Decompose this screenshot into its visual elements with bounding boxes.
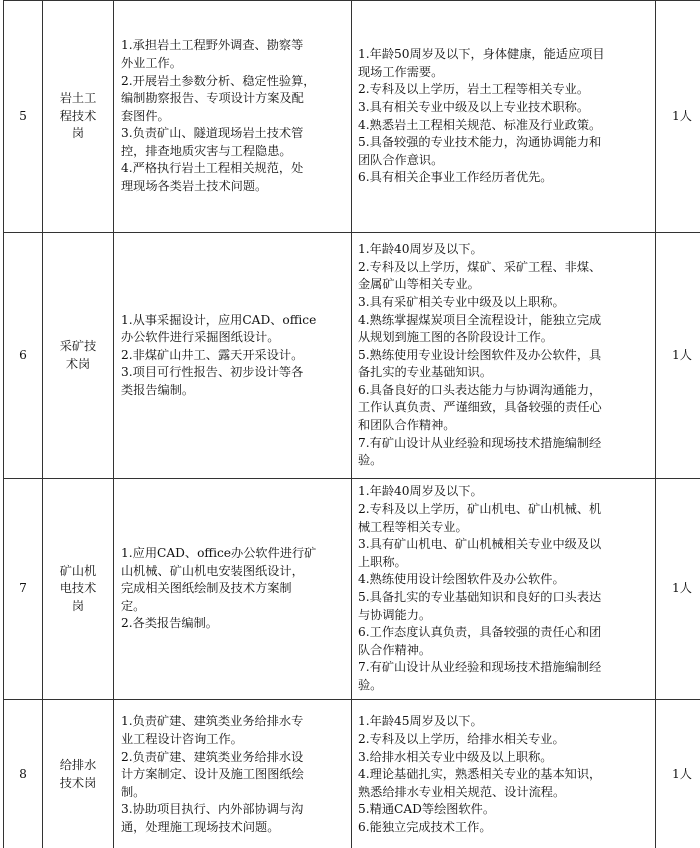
headcount: 1人 (656, 1, 700, 233)
headcount: 1人 (656, 479, 700, 700)
requirement-line: 6.能独立完成技术工作。 (358, 819, 492, 834)
requirement-line: 3.具有相关专业中级及以上专业技术职称。 (358, 99, 590, 114)
position-name (43, 479, 114, 700)
requirement-line: 4.熟练使用设计绘图软件及办公软件。 (358, 572, 565, 587)
requirement-line: 备扎实的专业基础知识。 (358, 365, 493, 380)
duty-line: 1.从事采掘设计，应用CAD、office (121, 312, 317, 327)
duty-line: 完成相关图纸绘制及技术方案制 (121, 581, 292, 596)
requirement-line: 2.专科及以上学历，给排水相关专业。 (358, 732, 565, 747)
requirement-line: 从规划到施工图的各阶段设计工作。 (358, 330, 553, 345)
row-number: 8 (4, 700, 43, 848)
duty-line: 定。 (121, 598, 146, 613)
requirement-line: 7.有矿山设计从业经验和现场技术措施编制经 (358, 660, 602, 675)
table-row (4, 1, 700, 233)
duty-line: 办公软件进行采掘图纸设计。 (121, 330, 280, 345)
requirement-line: 3.具有采矿相关专业中级及以上职称。 (358, 294, 565, 309)
requirement-line: 5.具备较强的专业技术能力，沟通协调能力和 (358, 135, 602, 150)
table-row (4, 700, 700, 848)
requirement-line: 6.具有相关企事业工作经历者优先。 (358, 170, 553, 185)
requirement-line: 5.具备扎实的专业基础知识和良好的口头表达 (358, 590, 602, 604)
table-row (4, 479, 700, 700)
position-name-line: 给排水 (59, 758, 97, 773)
duty-line: 2.非煤矿山井工、露天开采设计。 (121, 347, 304, 362)
position-name-line: 采矿技 (59, 338, 97, 353)
requirement-line: 上职称。 (358, 554, 407, 569)
duty-line: 1.负责矿建、建筑类业务给排水专 (121, 714, 304, 729)
row-number: 5 (4, 1, 43, 233)
requirement-line: 1.年龄50周岁及以下，身体健康，能适应项目 (358, 47, 605, 62)
position-name (43, 1, 114, 233)
position-name-line: 程技术 (59, 108, 97, 123)
duty-line: 外业工作。 (121, 55, 182, 70)
row-number: 7 (4, 479, 43, 700)
recruitment-table (3, 0, 700, 848)
requirement-line: 1.年龄40周岁及以下。 (358, 242, 483, 257)
position-name (43, 233, 114, 479)
position-name-line: 电技术 (59, 581, 97, 596)
headcount: 1人 (656, 233, 700, 479)
requirement-line: 4.熟悉岩土工程相关规范、标准及行业政策。 (358, 117, 602, 132)
requirement-line: 金属矿山等相关专业。 (358, 277, 480, 292)
requirement-line: 与协调能力。 (358, 607, 432, 622)
job-requirements (352, 1, 656, 233)
job-duties (114, 233, 352, 479)
job-requirements (352, 479, 656, 700)
requirement-line: 7.有矿山设计从业经验和现场技术措施编制经 (358, 435, 602, 450)
requirement-line: 2.专科及以上学历，煤矿、采矿工程、非煤、 (358, 259, 602, 274)
duty-line: 1.应用CAD、office办公软件进行矿 (121, 546, 317, 561)
duty-line: 理现场各类岩土技术问题。 (121, 179, 268, 194)
requirement-line: 械工程等相关专业。 (358, 519, 468, 534)
requirement-line: 5.精通CAD等绘图软件。 (358, 802, 496, 817)
duty-line: 3.协助项目执行、内外部协调与沟 (121, 802, 304, 817)
job-duties (114, 1, 352, 233)
position-name-line: 岩土工 (59, 91, 97, 106)
headcount: 1人 (656, 700, 700, 848)
duty-line: 计方案制定、设计及施工图图纸绘 (121, 767, 304, 782)
job-duties (114, 479, 352, 700)
requirement-line: 1.年龄45周岁及以下。 (358, 714, 483, 729)
position-name-line: 术岗 (65, 356, 91, 371)
requirement-line: 验。 (358, 453, 383, 468)
duty-line: 2.各类报告编制。 (121, 616, 218, 631)
requirement-line: 2.专科及以上学历，矿山机电、矿山机械、机 (358, 502, 602, 517)
row-number: 6 (4, 233, 43, 479)
job-requirements (352, 233, 656, 479)
duty-line: 业工程设计咨询工作。 (121, 732, 243, 747)
duty-line: 控，排查地质灾害与工程隐患。 (121, 143, 292, 158)
duty-line: 2.负责矿建、建筑类业务给排水设 (121, 749, 304, 764)
requirement-line: 和团队合作精神。 (358, 418, 456, 433)
requirement-line: 2.专科及以上学历，岩土工程等相关专业。 (358, 82, 590, 97)
requirement-line: 3.给排水相关专业中级及以上职称。 (358, 749, 553, 764)
duty-line: 1.承担岩土工程野外调查、勘察等 (121, 38, 304, 53)
requirement-line: 1.年龄40周岁及以下。 (358, 484, 483, 499)
position-name-line: 岗 (71, 126, 85, 141)
position-name-line: 矿山机 (59, 563, 97, 578)
requirement-line: 队合作精神。 (358, 642, 432, 657)
recruitment-table-body (4, 1, 700, 848)
duty-line: 4.严格执行岩土工程相关规范，处 (121, 161, 304, 176)
duty-line: 套图件。 (121, 108, 170, 123)
requirement-line: 3.具有矿山机电、矿山机械相关专业中级及以 (358, 537, 602, 552)
position-name-line: 岗 (71, 598, 85, 613)
duty-line: 类报告编制。 (121, 382, 195, 397)
requirement-line: 熟悉给排水专业相关规范、设计流程。 (358, 784, 566, 799)
requirement-line: 4.理论基础扎实，熟悉相关专业的基本知识， (358, 767, 602, 782)
requirement-line: 团队合作意识。 (358, 152, 444, 167)
table-row (4, 233, 700, 479)
requirement-line: 验。 (358, 677, 383, 692)
requirement-line: 6.具备良好的口头表达能力与协调沟通能力， (358, 382, 602, 397)
requirement-line: 6.工作态度认真负责，具备较强的责任心和团 (358, 625, 602, 640)
duty-line: 山机械、矿山机电安装图纸设计， (121, 563, 304, 578)
position-name (43, 700, 114, 848)
duty-line: 2.开展岩土参数分析、稳定性验算， (121, 73, 316, 88)
duty-line: 3.负责矿山、隧道现场岩土技术管 (121, 126, 304, 141)
duty-line: 制。 (121, 784, 146, 799)
duty-line: 3.项目可行性报告、初步设计等各 (121, 365, 304, 380)
requirement-line: 现场工作需要。 (358, 64, 444, 79)
job-duties (114, 700, 352, 848)
duty-line: 编制勘察报告、专项设计方案及配 (121, 91, 304, 106)
requirement-line: 5.熟练使用专业设计绘图软件及办公软件，具 (358, 347, 602, 362)
requirement-line: 工作认真负责、严谨细致，具备较强的责任心 (358, 400, 602, 415)
job-requirements (352, 700, 656, 848)
requirement-line: 4.熟练掌握煤炭项目全流程设计，能独立完成 (358, 312, 602, 327)
duty-line: 通，处理施工现场技术问题。 (121, 819, 280, 834)
position-name-line: 技术岗 (59, 776, 97, 790)
